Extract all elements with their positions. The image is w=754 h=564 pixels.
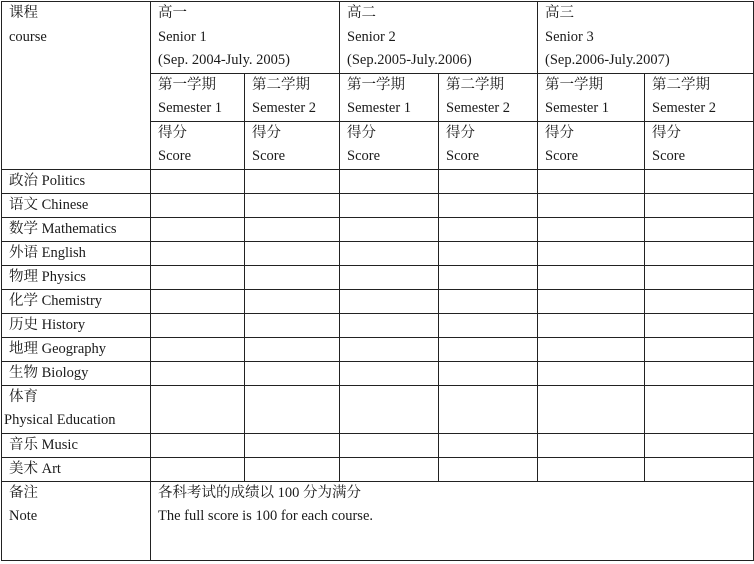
- score-cell[interactable]: [245, 217, 340, 241]
- score-cell[interactable]: [340, 241, 439, 265]
- score-cell[interactable]: [439, 361, 538, 385]
- score-cell[interactable]: [645, 385, 754, 433]
- score-cell[interactable]: [538, 385, 645, 433]
- subject-label: 政治 Politics: [2, 169, 151, 193]
- subject-label: 生物 Biology: [2, 361, 151, 385]
- score-cell[interactable]: [151, 265, 245, 289]
- remarks-label-en: Note: [9, 508, 38, 524]
- score-cell[interactable]: [151, 433, 245, 457]
- table-row: [2, 289, 754, 313]
- score-cell[interactable]: [439, 265, 538, 289]
- table-row: [2, 169, 754, 193]
- grade-cn: 高二: [347, 5, 376, 21]
- grade-header-senior2: [340, 2, 538, 74]
- subject-label: 外语 English: [2, 241, 151, 265]
- score-cell[interactable]: [645, 193, 754, 217]
- table-row: [2, 433, 754, 457]
- grade-en: Senior 3: [545, 28, 594, 45]
- score-cell[interactable]: [645, 169, 754, 193]
- score-cell[interactable]: [439, 313, 538, 337]
- grade-period: (Sep.2006-July.2007): [545, 52, 670, 68]
- score-cell[interactable]: [538, 433, 645, 457]
- score-cell[interactable]: [245, 241, 340, 265]
- table-row: [2, 337, 754, 361]
- grade-en: Senior 2: [347, 28, 396, 45]
- score-cell[interactable]: [151, 169, 245, 193]
- score-cell[interactable]: [245, 361, 340, 385]
- score-cell[interactable]: [538, 193, 645, 217]
- table-row: [2, 457, 754, 481]
- score-cell[interactable]: [151, 289, 245, 313]
- remarks-row: [2, 481, 754, 560]
- score-cell[interactable]: [645, 313, 754, 337]
- score-cell[interactable]: [439, 385, 538, 433]
- semester-header: 第一学期 Semester 1: [538, 73, 645, 121]
- score-cell[interactable]: [645, 457, 754, 481]
- score-cell[interactable]: [538, 337, 645, 361]
- grade-header-senior1: [151, 2, 340, 74]
- score-cell[interactable]: [245, 169, 340, 193]
- score-cell[interactable]: [151, 217, 245, 241]
- score-cell[interactable]: [538, 217, 645, 241]
- course-header-cn: 课程: [9, 5, 38, 21]
- grades-table: [1, 1, 754, 561]
- score-cell[interactable]: [645, 361, 754, 385]
- subject-label: 物理 Physics: [2, 265, 151, 289]
- score-cell[interactable]: [151, 193, 245, 217]
- grade-cn: 高三: [545, 5, 574, 21]
- score-cell[interactable]: [439, 289, 538, 313]
- score-cell[interactable]: [245, 313, 340, 337]
- score-cell[interactable]: [245, 265, 340, 289]
- score-header: 得分 Score: [439, 121, 538, 169]
- score-cell[interactable]: [151, 337, 245, 361]
- score-cell[interactable]: [645, 265, 754, 289]
- score-cell[interactable]: [538, 265, 645, 289]
- score-cell[interactable]: [151, 361, 245, 385]
- score-cell[interactable]: [245, 193, 340, 217]
- score-header: 得分 Score: [245, 121, 340, 169]
- score-cell[interactable]: [439, 241, 538, 265]
- score-cell[interactable]: [538, 241, 645, 265]
- score-cell[interactable]: [340, 433, 439, 457]
- score-cell[interactable]: [340, 337, 439, 361]
- grade-period: (Sep. 2004-July. 2005): [158, 52, 290, 68]
- score-cell[interactable]: [538, 361, 645, 385]
- subject-label: 美术 Art: [2, 457, 151, 481]
- semester-header: 第二学期 Semester 2: [245, 73, 340, 121]
- table-row: [2, 241, 754, 265]
- score-cell[interactable]: [645, 289, 754, 313]
- score-cell[interactable]: [439, 457, 538, 481]
- score-header: 得分 Score: [645, 121, 754, 169]
- score-cell[interactable]: [645, 337, 754, 361]
- score-header: 得分 Score: [538, 121, 645, 169]
- score-cell[interactable]: [439, 169, 538, 193]
- score-cell[interactable]: [340, 169, 439, 193]
- score-cell[interactable]: [439, 337, 538, 361]
- score-cell[interactable]: [340, 193, 439, 217]
- score-cell[interactable]: [439, 433, 538, 457]
- subject-label: 历史 History: [2, 313, 151, 337]
- score-cell[interactable]: [245, 457, 340, 481]
- score-cell[interactable]: [151, 313, 245, 337]
- score-cell[interactable]: [151, 385, 245, 433]
- grade-period: (Sep.2005-July.2006): [347, 52, 472, 68]
- score-cell[interactable]: [439, 217, 538, 241]
- subject-label: 化学 Chemistry: [2, 289, 151, 313]
- remarks-label: [2, 481, 151, 560]
- subject-label: 语文 Chinese: [2, 193, 151, 217]
- score-cell[interactable]: [151, 457, 245, 481]
- score-cell[interactable]: [151, 241, 245, 265]
- score-cell[interactable]: [340, 361, 439, 385]
- score-cell[interactable]: [340, 313, 439, 337]
- score-cell[interactable]: [340, 289, 439, 313]
- table-row: [2, 193, 754, 217]
- score-cell[interactable]: [645, 217, 754, 241]
- score-cell[interactable]: [245, 289, 340, 313]
- remarks-text: [151, 481, 754, 560]
- grade-en: Senior 1: [158, 28, 207, 45]
- remarks-text-en: The full score is 100 for each course.: [158, 508, 374, 524]
- score-cell[interactable]: [340, 457, 439, 481]
- score-header: 得分 Score: [151, 121, 245, 169]
- table-row: [2, 313, 754, 337]
- semester-header: 第一学期 Semester 1: [151, 73, 245, 121]
- score-cell[interactable]: [538, 289, 645, 313]
- semester-header: 第二学期 Semester 2: [439, 73, 538, 121]
- header-row-grades: [2, 2, 754, 74]
- remarks-label-cn: 备注: [9, 484, 38, 501]
- table-row: [2, 361, 754, 385]
- score-cell[interactable]: [340, 265, 439, 289]
- course-header-cell: [2, 2, 151, 170]
- score-cell[interactable]: [340, 217, 439, 241]
- score-cell[interactable]: [538, 457, 645, 481]
- course-header-en: course: [9, 28, 47, 45]
- remarks-text-cn: 各科考试的成绩以 100 分为满分: [158, 484, 361, 501]
- subject-label: 地理 Geography: [2, 337, 151, 361]
- subject-en: Physical Education: [4, 412, 116, 428]
- score-cell[interactable]: [645, 433, 754, 457]
- table-row: [2, 265, 754, 289]
- score-cell[interactable]: [245, 385, 340, 433]
- subject-cn: 体育: [9, 388, 38, 405]
- subject-label: 音乐 Music: [2, 433, 151, 457]
- semester-header: 第二学期 Semester 2: [645, 73, 754, 121]
- score-cell[interactable]: [245, 433, 340, 457]
- grade-cn: 高一: [158, 5, 187, 21]
- score-cell[interactable]: [538, 169, 645, 193]
- table-row: [2, 385, 754, 433]
- score-cell[interactable]: [245, 337, 340, 361]
- subject-label: 数学 Mathematics: [2, 217, 151, 241]
- score-cell[interactable]: [538, 313, 645, 337]
- subject-label: [2, 385, 151, 433]
- score-cell[interactable]: [645, 241, 754, 265]
- table-row: [2, 217, 754, 241]
- semester-header: 第一学期 Semester 1: [340, 73, 439, 121]
- score-header: 得分 Score: [340, 121, 439, 169]
- score-cell[interactable]: [439, 193, 538, 217]
- score-cell[interactable]: [340, 385, 439, 433]
- grade-header-senior3: [538, 2, 754, 74]
